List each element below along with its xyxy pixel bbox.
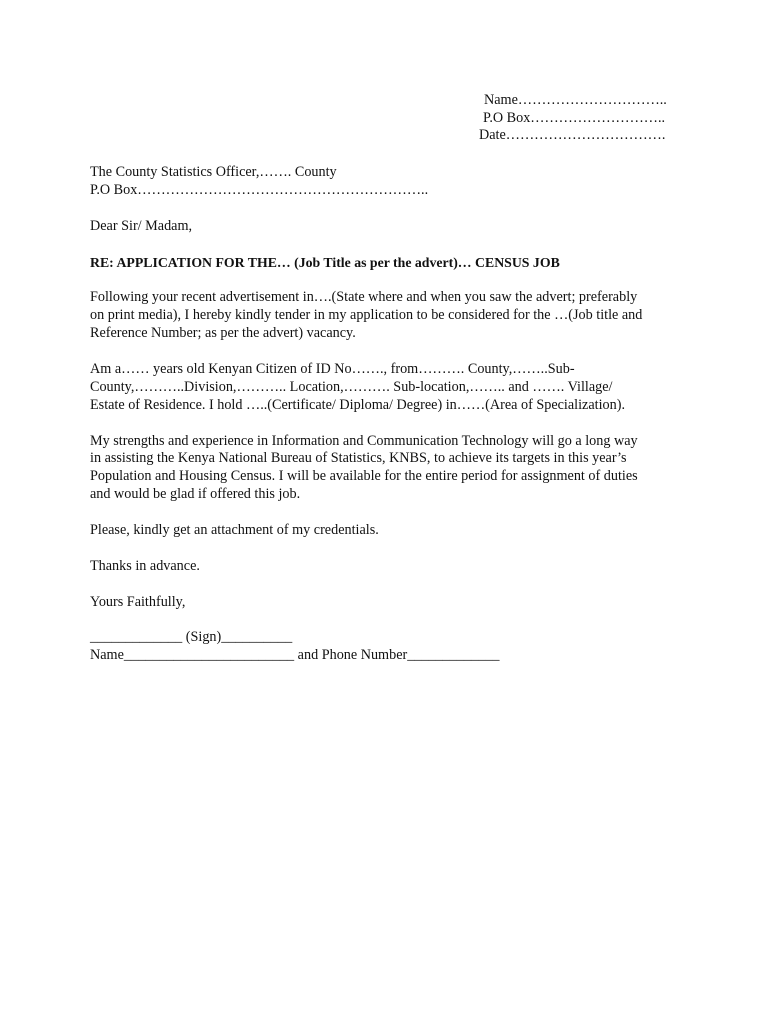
signature-block — [90, 629, 690, 665]
paragraph-advertisement — [90, 289, 690, 343]
sender-po-box-line: P.O Box……………………….. — [483, 109, 666, 126]
paragraph-line: County,………..Division,……….. Location,………. Sub-location,…….. and ……. Village/ — [90, 378, 613, 395]
name-phone-line: Name________________________ and Phone Number_____________ — [90, 647, 500, 664]
subject-line: RE: APPLICATION FOR THE… (Job Title as per the advert)… CENSUS JOB — [90, 254, 560, 270]
salutation: Dear Sir/ Madam, — [90, 217, 193, 234]
paragraph-line: and would be glad if offered this job. — [90, 486, 301, 503]
recipient-line-1: The County Statistics Officer,……. County — [90, 164, 337, 180]
sender-date-line: Date……………………………. — [479, 127, 666, 143]
paragraph-line: Reference Number; as per the advert) vacancy. — [90, 325, 356, 342]
recipient-address — [90, 164, 690, 200]
paragraph-line: Am a…… years old Kenyan Citizen of ID No……., from………. County,……..Sub- — [90, 360, 575, 377]
closing: Yours Faithfully, — [90, 593, 186, 610]
paragraph-line: in assisting the Kenya National Bureau of Statistics, KNBS, to achieve its targets in this year’s — [90, 450, 627, 467]
paragraph-attachment: Please, kindly get an attachment of my credentials. — [90, 522, 379, 539]
signature-line: _____________ (Sign)__________ — [90, 629, 293, 646]
paragraph-personal-details — [90, 361, 690, 415]
paragraph-strengths — [90, 433, 690, 505]
sender-address-block — [479, 92, 667, 145]
paragraph-line: Population and Housing Census. I will be available for the entire period for assignment of duties — [90, 468, 638, 485]
paragraph-thanks: Thanks in advance. — [90, 557, 200, 574]
sender-name-line: Name………………………….. — [484, 92, 667, 108]
paragraph-line: Estate of Residence. I hold …..(Certificate/ Diploma/ Degree) in……(Area of Specialization). — [90, 396, 625, 413]
paragraph-line: My strengths and experience in Information and Communication Technology will go a long way — [90, 432, 638, 449]
recipient-line-2: P.O Box…………………………………………………….. — [90, 181, 429, 198]
letter-body — [90, 164, 690, 683]
paragraph-line: Following your recent advertisement in….(State where and when you saw the advert; preferably — [90, 289, 638, 306]
paragraph-line: on print media), I hereby kindly tender in my application to be considered for the …(Job title and — [90, 307, 643, 324]
